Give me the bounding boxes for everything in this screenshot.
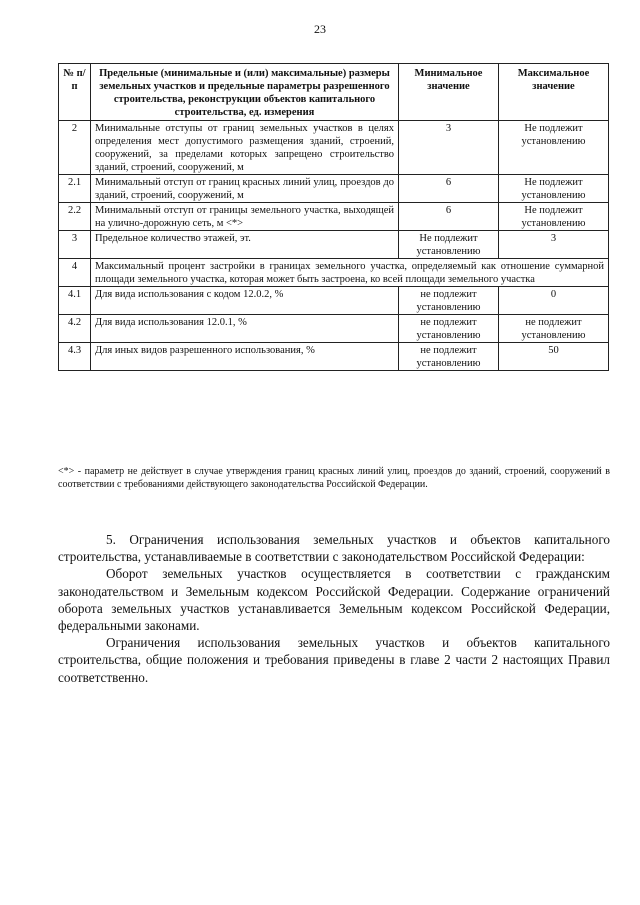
row-min-value: не подлежит установлению (399, 315, 499, 343)
row-number: 4.2 (59, 315, 91, 343)
row-min-value: 6 (399, 175, 499, 203)
row-number: 2.2 (59, 203, 91, 231)
row-parameter-span: Максимальный процент застройки в границах земельного участка, определяемый как отношение суммарной площади земельного участка, которая может быть застроена, ко всей площади земельного участка (91, 259, 609, 287)
table-header-row (59, 64, 609, 121)
header-max-value: Максимальное значение (499, 64, 609, 121)
row-max-value: 50 (499, 343, 609, 371)
regulations-table (58, 63, 609, 371)
row-number: 4 (59, 259, 91, 287)
row-min-value: не подлежит установлению (399, 287, 499, 315)
table-row (59, 287, 609, 315)
row-max-value: Не подлежит установлению (499, 203, 609, 231)
row-number: 3 (59, 231, 91, 259)
row-number: 2.1 (59, 175, 91, 203)
table-row (59, 231, 609, 259)
row-number: 4.1 (59, 287, 91, 315)
row-max-value: Не подлежит установлению (499, 121, 609, 175)
page-number: 23 (314, 22, 326, 36)
table-row (59, 315, 609, 343)
header-min-value: Минимальное значение (399, 64, 499, 121)
footnote: <*> - параметр не действует в случае утверждения границ красных линий улиц, проездов до зданий, строений, сооружений в соответствии с требованиями действующего законодательства Российской Федерации. (58, 466, 610, 490)
table-row (59, 203, 609, 231)
body-text (58, 531, 610, 686)
row-number: 2 (59, 121, 91, 175)
table-row (59, 121, 609, 175)
row-min-value: 3 (399, 121, 499, 175)
row-max-value: Не подлежит установлению (499, 175, 609, 203)
row-max-value: 3 (499, 231, 609, 259)
row-parameter: Минимальные отступы от границ земельных участков в целях определения мест допустимого размещения зданий, строений, сооружений, за пределами которых запрещено строительство зданий, строений, сооружений, м (91, 121, 399, 175)
row-parameter: Минимальный отступ от границ красных линий улиц, проездов до зданий, строений, сооружений, м (91, 175, 399, 203)
table-row (59, 259, 609, 287)
paragraph-land-turnover: Оборот земельных участков осуществляется в соответствии с гражданским законодательством и Земельным кодексом Российской Федерации. Содержание ограничений оборота земельных участков устанавливается Земельным кодексом Российской Федерации, федеральными законами. (58, 566, 610, 634)
paragraph-restrictions-heading: 5. Ограничения использования земельных участков и объектов капитального строительства, устанавливаемые в соответствии с законодательством Российской Федерации: (58, 532, 610, 565)
table-row (59, 343, 609, 371)
row-max-value: 0 (499, 287, 609, 315)
row-min-value: не подлежит установлению (399, 343, 499, 371)
table-row (59, 175, 609, 203)
row-min-value: Не подлежит установлению (399, 231, 499, 259)
row-number: 4.3 (59, 343, 91, 371)
row-parameter: Предельное количество этажей, эт. (91, 231, 399, 259)
row-parameter: Для вида использования 12.0.1, % (91, 315, 399, 343)
paragraph-general-provisions: Ограничения использования земельных участков и объектов капитального строительства, общие положения и требования приведены в главе 2 части 2 настоящих Правил соответственно. (58, 635, 610, 685)
header-parameter: Предельные (минимальные и (или) максимальные) размеры земельных участков и предельные параметры разрешенного строительства, реконструкции объектов капитального строительства, ед. измерения (91, 64, 399, 121)
row-parameter: Для иных видов разрешенного использования, % (91, 343, 399, 371)
row-parameter: Минимальный отступ от границы земельного участка, выходящей на улично-дорожную сеть, м <*> (91, 203, 399, 231)
row-parameter: Для вида использования с кодом 12.0.2, % (91, 287, 399, 315)
row-min-value: 6 (399, 203, 499, 231)
row-max-value: не подлежит установлению (499, 315, 609, 343)
header-number: № п/п (59, 64, 91, 121)
